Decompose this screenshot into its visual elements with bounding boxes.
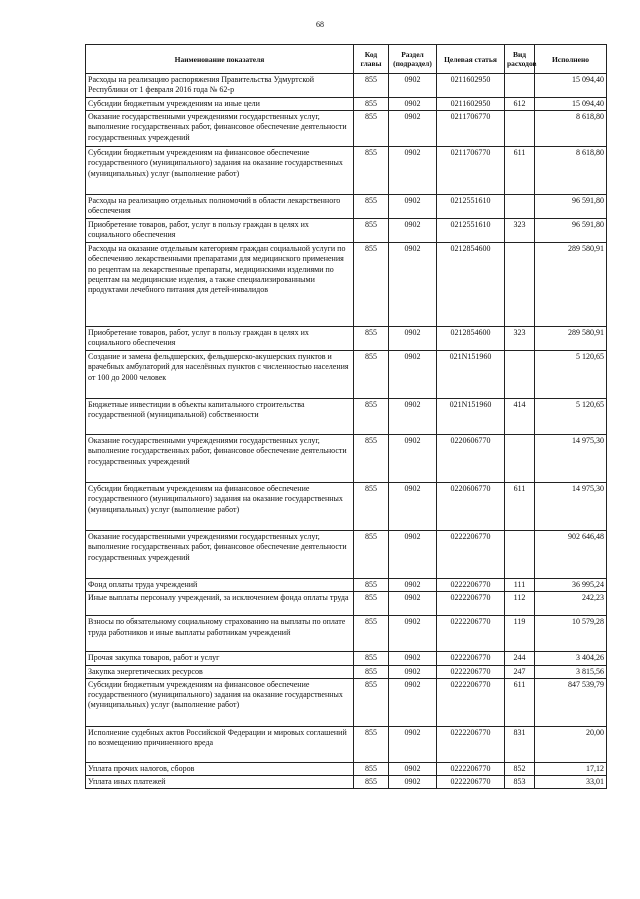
row-type [505,435,535,483]
row-target: 0222206770 [437,531,505,579]
row-section: 0902 [389,219,437,243]
row-target: 0211602950 [437,74,505,98]
row-target: 0220606770 [437,483,505,531]
table-row [86,98,607,111]
table-row [86,351,607,399]
table-row [86,483,607,531]
row-executed: 96 591,80 [535,195,607,219]
row-target: 0222206770 [437,592,505,616]
row-section: 0902 [389,243,437,327]
row-code: 855 [354,776,389,789]
row-name: Субсидии бюджетным учреждениям на финансовое обеспечение государственного (муниципального) задания на оказание государственных (муниципальных) услуг (выполнение работ) [86,678,354,726]
row-executed: 902 646,48 [535,531,607,579]
row-code: 855 [354,762,389,775]
row-type: 853 [505,776,535,789]
row-name: Прочая закупка товаров, работ и услуг [86,652,354,665]
table-row [86,776,607,789]
row-section: 0902 [389,399,437,435]
row-target: 0211602950 [437,98,505,111]
table-row [86,243,607,327]
row-code: 855 [354,111,389,147]
row-name: Приобретение товаров, работ, услуг в пользу граждан в целях их социального обеспечения [86,219,354,243]
row-code: 855 [354,592,389,616]
row-name: Оказание государственными учреждениями государственных услуг, выполнение государственных работ, финансовое обеспечение деятельности государственных учреждений [86,111,354,147]
row-name: Приобретение товаров, работ, услуг в пользу граждан в целях их социального обеспечения [86,327,354,351]
row-code: 855 [354,616,389,652]
row-type: 612 [505,98,535,111]
row-type [505,74,535,98]
row-code: 855 [354,652,389,665]
table-row [86,762,607,775]
table-row [86,399,607,435]
header-section: Раздел (подраздел) [389,45,437,74]
row-target: 0212551610 [437,219,505,243]
table-row [86,665,607,678]
row-type [505,351,535,399]
row-name: Расходы на реализацию распоряжения Правительства Удмуртской Республики от 1 февраля 2016 года № 62-р [86,74,354,98]
row-executed: 15 094,40 [535,98,607,111]
row-executed: 14 975,30 [535,483,607,531]
table-row [86,74,607,98]
table-row [86,435,607,483]
row-executed: 3 404,26 [535,652,607,665]
row-section: 0902 [389,726,437,762]
row-target: 0220606770 [437,435,505,483]
row-target: 0222206770 [437,665,505,678]
row-section: 0902 [389,665,437,678]
row-code: 855 [354,98,389,111]
row-type: 611 [505,678,535,726]
row-code: 855 [354,665,389,678]
row-name: Оказание государственными учреждениями государственных услуг, выполнение государственных работ, финансовое обеспечение деятельности государственных учреждений [86,531,354,579]
row-section: 0902 [389,616,437,652]
row-executed: 289 580,91 [535,327,607,351]
row-name: Расходы на оказание отдельным категориям граждан социальной услуги по обеспечению лекарственными препаратами для медицинского применения по рецептам на лекарственные препараты, медицинскими изделиями по рецептам на медицинские изделия, а также специализированными продуктами лечебного питания для детей-инвалидов [86,243,354,327]
row-code: 855 [354,195,389,219]
row-executed: 15 094,40 [535,74,607,98]
row-target: 0212854600 [437,327,505,351]
row-section: 0902 [389,98,437,111]
table-row [86,616,607,652]
row-name: Бюджетные инвестиции в объекты капитального строительства государственной (муниципальной) собственности [86,399,354,435]
row-section: 0902 [389,483,437,531]
header-name: Наименование показателя [86,45,354,74]
row-code: 855 [354,483,389,531]
row-name: Взносы по обязательному социальному страхованию на выплаты по оплате труда работников и иные выплаты работникам учреждений [86,616,354,652]
row-code: 855 [354,147,389,195]
row-executed: 10 579,28 [535,616,607,652]
row-type: 414 [505,399,535,435]
table-row [86,726,607,762]
header-code: Код главы [354,45,389,74]
table-row [86,531,607,579]
row-name: Уплата прочих налогов, сборов [86,762,354,775]
row-target: 0222206770 [437,762,505,775]
row-code: 855 [354,243,389,327]
row-type: 323 [505,327,535,351]
row-executed: 20,00 [535,726,607,762]
row-name: Создание и замена фельдшерских, фельдшерско-акушерских пунктов и врачебных амбулаторий для населённых пунктов с численностью населения от 100 до 2000 человек [86,351,354,399]
row-code: 855 [354,726,389,762]
row-name: Уплата иных платежей [86,776,354,789]
row-target: 0222206770 [437,776,505,789]
row-code: 855 [354,579,389,592]
row-executed: 5 120,65 [535,351,607,399]
row-type: 323 [505,219,535,243]
row-name: Субсидии бюджетным учреждениям на иные цели [86,98,354,111]
header-executed: Исполнено [535,45,607,74]
row-executed: 242,23 [535,592,607,616]
row-section: 0902 [389,195,437,219]
row-executed: 14 975,30 [535,435,607,483]
row-executed: 3 815,56 [535,665,607,678]
row-type: 611 [505,483,535,531]
row-code: 855 [354,678,389,726]
row-executed: 8 618,80 [535,147,607,195]
row-type [505,111,535,147]
row-target: 0211706770 [437,111,505,147]
row-code: 855 [354,327,389,351]
row-target: 0211706770 [437,147,505,195]
row-target: 0222206770 [437,579,505,592]
row-name: Иные выплаты персоналу учреждений, за исключением фонда оплаты труда [86,592,354,616]
row-type [505,243,535,327]
row-name: Расходы на реализацию отдельных полномочий в области лекарственного обеспечения [86,195,354,219]
row-code: 855 [354,219,389,243]
row-executed: 36 995,24 [535,579,607,592]
row-section: 0902 [389,327,437,351]
budget-table [85,44,607,789]
row-executed: 8 618,80 [535,111,607,147]
row-name: Исполнение судебных актов Российской Федерации и мировых соглашений по возмещению причиненного вреда [86,726,354,762]
row-code: 855 [354,435,389,483]
row-type [505,531,535,579]
row-code: 855 [354,399,389,435]
row-type: 111 [505,579,535,592]
row-executed: 5 120,65 [535,399,607,435]
row-type: 831 [505,726,535,762]
row-section: 0902 [389,652,437,665]
table-row [86,652,607,665]
row-code: 855 [354,351,389,399]
row-name: Закупка энергетических ресурсов [86,665,354,678]
row-name: Фонд оплаты труда учреждений [86,579,354,592]
row-type: 112 [505,592,535,616]
row-target: 0222206770 [437,616,505,652]
row-target: 0222206770 [437,652,505,665]
table-row [86,592,607,616]
header-type: Вид расходов [505,45,535,74]
row-section: 0902 [389,111,437,147]
row-target: 021N151960 [437,351,505,399]
row-type: 119 [505,616,535,652]
row-target: 0222206770 [437,678,505,726]
row-executed: 17,12 [535,762,607,775]
row-executed: 33,01 [535,776,607,789]
row-code: 855 [354,74,389,98]
row-section: 0902 [389,776,437,789]
row-section: 0902 [389,435,437,483]
row-name: Субсидии бюджетным учреждениям на финансовое обеспечение государственного (муниципального) задания на оказание государственных (муниципальных) услуг (выполнение работ) [86,147,354,195]
row-target: 0212551610 [437,195,505,219]
row-type: 247 [505,665,535,678]
row-section: 0902 [389,531,437,579]
row-executed: 96 591,80 [535,219,607,243]
row-name: Субсидии бюджетным учреждениям на финансовое обеспечение государственного (муниципального) задания на оказание государственных (муниципальных) услуг (выполнение работ) [86,483,354,531]
row-code: 855 [354,531,389,579]
row-section: 0902 [389,762,437,775]
table-row [86,678,607,726]
row-section: 0902 [389,147,437,195]
table-row [86,327,607,351]
table-row [86,147,607,195]
row-section: 0902 [389,579,437,592]
row-target: 021N151960 [437,399,505,435]
row-section: 0902 [389,351,437,399]
row-target: 0222206770 [437,726,505,762]
table-row [86,219,607,243]
row-type: 852 [505,762,535,775]
row-type: 244 [505,652,535,665]
page-number: 68 [316,20,324,29]
row-section: 0902 [389,74,437,98]
table-header-row [86,45,607,74]
table-row [86,111,607,147]
row-executed: 847 539,79 [535,678,607,726]
row-section: 0902 [389,678,437,726]
row-executed: 289 580,91 [535,243,607,327]
row-type: 611 [505,147,535,195]
row-target: 0212854600 [437,243,505,327]
table-row [86,195,607,219]
header-target: Целевая статья [437,45,505,74]
row-section: 0902 [389,592,437,616]
table-row [86,579,607,592]
row-type [505,195,535,219]
row-name: Оказание государственными учреждениями государственных услуг, выполнение государственных работ, финансовое обеспечение деятельности государственных учреждений [86,435,354,483]
